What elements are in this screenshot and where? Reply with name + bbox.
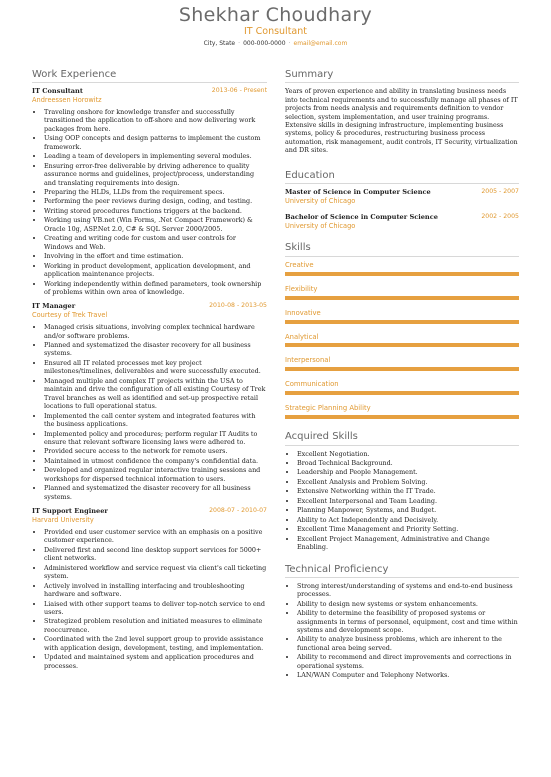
acquired-skill: • Excellent Project Management, Administrative and Change Enabling. <box>297 535 519 552</box>
job-bullet: • Implemented policy and procedures; perform regular IT Audits to ensure that relevant software licensing laws were adhered to. <box>44 430 267 447</box>
job-bullet: • Performing the peer reviews during design, coding, and testing. <box>44 197 267 205</box>
job-bullet: • Updated and maintained system and application procedures and processes. <box>44 653 267 670</box>
skill-bar-fill <box>285 415 519 419</box>
job-header <box>32 87 267 96</box>
skill-bar-fill <box>285 391 519 395</box>
technical-proficiency-heading: Technical Proficiency <box>285 563 519 578</box>
skill-label: Interpersonal <box>285 356 331 365</box>
contact-line <box>0 40 551 48</box>
job-bullet: • Ensuring error-free deliverable by driving adherence to quality assurance norms and guidelines, project/process, understanding and translating requirements into design. <box>44 162 267 187</box>
skill-label: Creative <box>285 260 314 269</box>
summary-text: Years of proven experience and ability in translating business needs into technical requirements and to successfully manage all phases of IT projects from needs analysis and requirements definition to vendor selection, system implementation, and user training programs. Extensive skills in designing infrastructure, implementing business systems, policy & procedures, restructuring business process automation, risk management, audit controls, IT Security, virtualization and DR sites. <box>285 87 518 155</box>
right-column <box>285 68 519 681</box>
acquired-skill: • Ability to Act Independently and Decisively. <box>297 516 519 524</box>
skills-list <box>285 261 519 420</box>
candidate-title: IT Consultant <box>244 26 307 37</box>
separator: · <box>238 40 241 47</box>
summary-heading: Summary <box>285 68 519 83</box>
job-bullets <box>32 108 267 297</box>
skill-bar <box>285 367 519 371</box>
job-bullet: • Planned and systematized the disaster recovery for all business systems. <box>44 341 267 358</box>
acquired-skills-list <box>285 450 519 552</box>
job-bullet: • Leading a team of developers in implementing several modules. <box>44 152 267 160</box>
work-experience-list <box>32 87 267 670</box>
skill-item <box>285 356 519 371</box>
acquired-skill: • Excellent Time Management and Priority Setting. <box>297 525 519 533</box>
school: University of Chicago <box>285 197 356 205</box>
job-organization: Courtesy of Trek Travel <box>32 311 108 320</box>
skill-item <box>285 261 519 276</box>
job-bullet: • Managed crisis situations, involving complex technical hardware and/or software problems. <box>44 323 267 340</box>
education-list <box>285 188 519 230</box>
job-dates: 2010-08 - 2013-05 <box>209 302 267 310</box>
skill-item <box>285 380 519 395</box>
separator: · <box>288 40 291 47</box>
job-bullet: • Preparing the HLDs, LLDs from the requirement specs. <box>44 188 267 196</box>
skill-label: Innovative <box>285 308 321 317</box>
job-bullet: • Managed multiple and complex IT projects within the USA to maintain and drive the configuration of all existing Courtesy of Trek Travel branches as well as identified and set-up prospective retail locations to full operational status. <box>44 377 267 411</box>
job-organization: Harvard University <box>32 516 94 525</box>
job-bullet: • Strategized problem resolution and initiated measures to eliminate reoccurrence. <box>44 617 267 634</box>
job-bullet: • Administered workflow and service request via client's call ticketing system. <box>44 564 267 581</box>
job-header <box>32 507 267 516</box>
skill-bar-fill <box>285 343 519 347</box>
skills-heading: Skills <box>285 241 519 256</box>
proficiency-item: • Ability to analyze business problems, which are inherent to the functional area being served. <box>297 635 519 652</box>
skill-item <box>285 404 519 419</box>
proficiency-item: • Ability to determine the feasibility of proposed systems or assignments in terms of personnel, equipment, cost and time within systems and development scope. <box>297 609 519 634</box>
job-dates: 2008-07 - 2010-07 <box>209 507 267 515</box>
resume-header <box>0 0 551 48</box>
skill-bar-fill <box>285 272 519 276</box>
proficiency-item: • Strong interest/understanding of systems and end-to-end business processes. <box>297 582 519 599</box>
skill-label: Analytical <box>285 332 319 341</box>
job-header <box>32 302 267 311</box>
proficiency-item: • LAN/WAN Computer and Telephony Networks. <box>297 671 519 679</box>
education-entry <box>285 213 519 231</box>
school: University of Chicago <box>285 221 356 230</box>
skill-bar <box>285 391 519 395</box>
acquired-skill: • Broad Technical Background. <box>297 459 519 467</box>
acquired-skill: • Excellent Interpersonal and Team Leading. <box>297 497 519 505</box>
acquired-skill: • Excellent Negotiation. <box>297 450 519 458</box>
job-dates: 2013-06 - Present <box>211 87 267 95</box>
skill-item <box>285 285 519 300</box>
skill-bar <box>285 343 519 347</box>
left-column <box>32 68 267 676</box>
job-bullet: • Working in product development, application development, and application maintenance projects. <box>44 262 267 279</box>
job-title: IT Consultant <box>32 87 83 96</box>
job-bullet: • Liaised with other support teams to deliver top-notch service to end users. <box>44 600 267 617</box>
job-bullet: • Provided secure access to the network for remote users. <box>44 447 267 455</box>
skill-item <box>285 333 519 348</box>
education-entry <box>285 188 519 206</box>
job-bullet: • Ensured all IT related processes met key project milestones/timelines, deliverables and were successfully executed. <box>44 359 267 376</box>
education-header <box>285 213 519 222</box>
skill-label: Flexibility <box>285 284 318 293</box>
education-heading: Education <box>285 169 519 184</box>
phone: 000-000-0000 <box>243 40 286 47</box>
job-bullet: • Actively involved in installing interfacing and troubleshooting hardware and software. <box>44 582 267 599</box>
education-header <box>285 188 519 197</box>
job-bullet: • Creating and writing code for custom and user controls for Windows and Web. <box>44 234 267 251</box>
location: City, State <box>203 40 236 47</box>
skill-item <box>285 309 519 324</box>
job-bullet: • Involving in the effort and time estimation. <box>44 252 267 260</box>
job-entry <box>32 302 267 501</box>
job-bullet: • Working independently within defined parameters, took ownership of problems within own area of knowledge. <box>44 280 267 297</box>
job-bullets <box>32 323 267 501</box>
acquired-skill: • Extensive Networking within the IT Trade. <box>297 487 519 495</box>
job-bullet: • Traveling onshore for knowledge transfer and successfully transitioned the application to off-shore and now delivering work packages from here. <box>44 108 267 133</box>
skill-bar <box>285 320 519 324</box>
acquired-skill: • Excellent Analysis and Problem Solving. <box>297 478 519 486</box>
technical-proficiency-list <box>285 582 519 680</box>
degree: Master of Science in Computer Science <box>285 188 431 196</box>
skill-label: Communication <box>285 380 339 389</box>
candidate-name: Shekhar Choudhary <box>178 4 373 26</box>
skill-bar <box>285 272 519 276</box>
job-bullet: • Coordinated with the 2nd level support group to provide assistance with application design, development, testing, and implementation. <box>44 635 267 652</box>
job-bullet: • Implemented the call center system and integrated features with the business applications. <box>44 412 267 429</box>
proficiency-item: • Ability to design new systems or system enhancements. <box>297 600 519 608</box>
job-bullet: • Provided end user customer service with an emphasis on a positive customer experience. <box>44 528 267 545</box>
job-title: IT Support Engineer <box>32 507 108 516</box>
education-dates: 2005 - 2007 <box>481 188 519 195</box>
acquired-skill: • Planning Manpower, Systems, and Budget. <box>297 506 519 514</box>
job-bullet: • Using OOP concepts and design patterns to implement the custom framework. <box>44 134 267 151</box>
skill-bar-fill <box>285 296 519 300</box>
skill-label: Strategic Planning Ability <box>285 404 371 413</box>
job-entry <box>32 87 267 296</box>
skill-bar-fill <box>285 367 519 371</box>
education-dates: 2002 - 2005 <box>481 212 519 220</box>
acquired-skills-heading: Acquired Skills <box>285 430 519 445</box>
work-experience-heading: Work Experience <box>32 68 267 83</box>
job-bullet: • Maintained in utmost confidence the company's confidential data. <box>44 457 267 465</box>
job-bullets <box>32 528 267 670</box>
job-bullet: • Writing stored procedures functions triggers at the backend. <box>44 207 267 215</box>
degree: Bachelor of Science in Computer Science <box>285 212 438 221</box>
skill-bar-fill <box>285 320 519 324</box>
job-bullet: • Delivered first and second line desktop support services for 5000+ client networks. <box>44 546 267 563</box>
job-bullet: • Developed and organized regular interactive training sessions and workshops for dispersed technical information to users. <box>44 466 267 483</box>
email-link[interactable]: email@email.com <box>293 40 348 47</box>
job-title: IT Manager <box>32 302 76 311</box>
job-organization: Andreessen Horowitz <box>32 96 102 105</box>
job-entry <box>32 507 267 670</box>
acquired-skill: • Leadership and People Management. <box>297 468 519 476</box>
skill-bar <box>285 415 519 419</box>
proficiency-item: • Ability to recommend and direct improvements and corrections in operational systems. <box>297 653 519 670</box>
skill-bar <box>285 296 519 300</box>
job-bullet: • Planned and systematized the disaster recovery for all business systems. <box>44 484 267 501</box>
job-bullet: • Working using VB.net (Win Forms, .Net Compact Framework) & Oracle 10g, ASP.Net 2.0, C# & SQL Server 2000/2005. <box>44 216 267 233</box>
